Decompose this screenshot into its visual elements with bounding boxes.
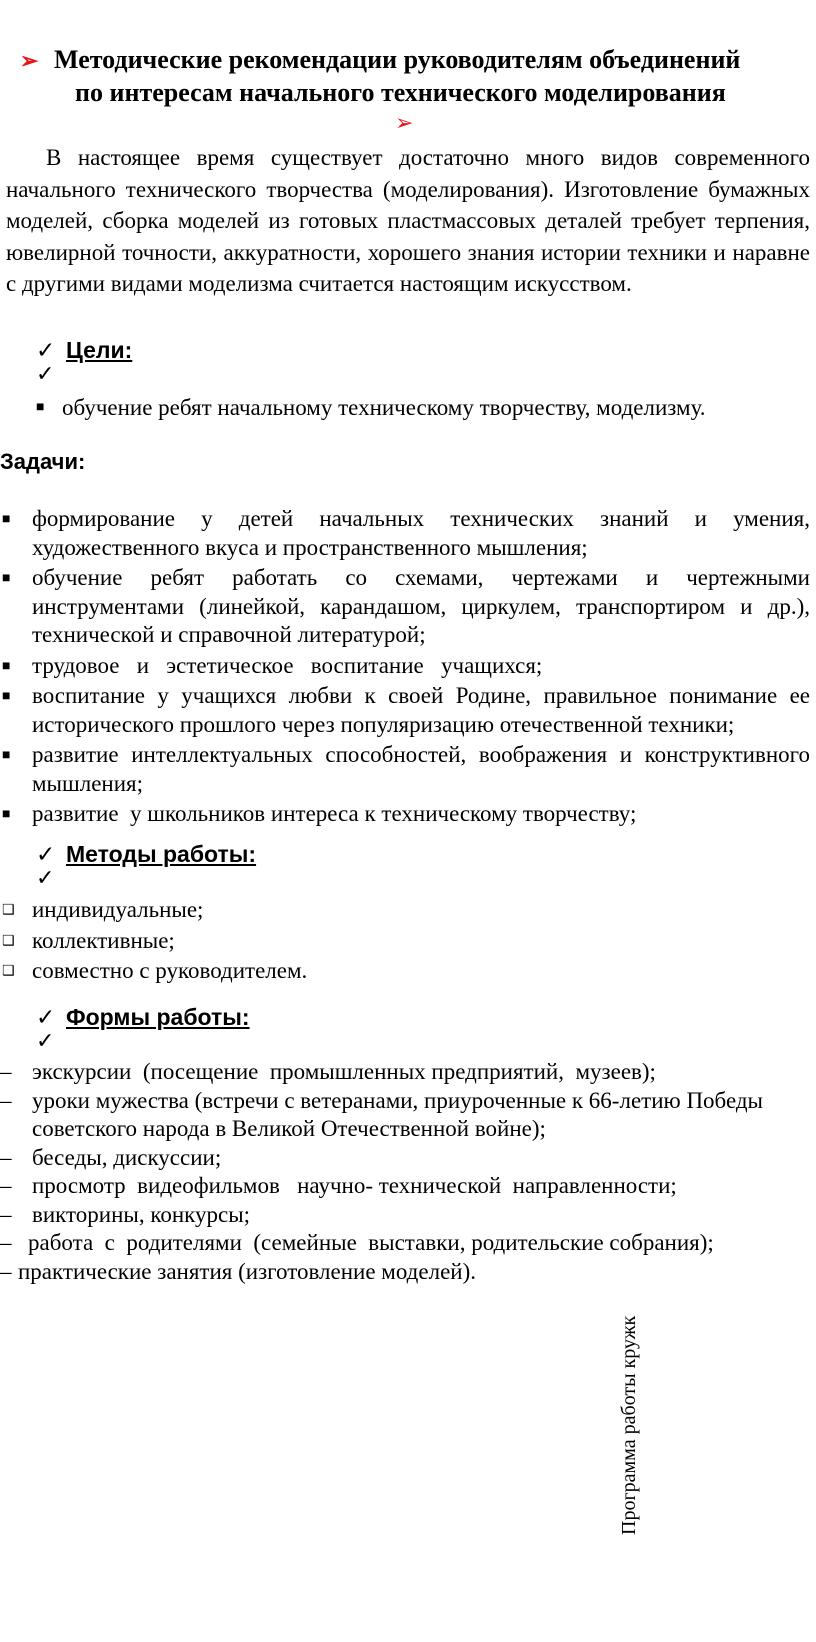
square-bullet-icon: ■ (2, 689, 11, 704)
task-text: обучение ребят работать со схемами, чертежами и чертежными инструментами (линейкой, карандашом, циркулем, транспортиром и др.), технической и справочной литературой; (32, 565, 810, 647)
checkmark-icon: ✓ (36, 1005, 56, 1031)
list-item (0, 1172, 810, 1201)
forms-list (0, 1058, 810, 1286)
forms-heading-text: Формы работы: (66, 1004, 250, 1030)
square-bullet-icon: ■ (2, 512, 11, 527)
tasks-list (0, 505, 810, 829)
square-bullet-icon: ■ (36, 400, 45, 415)
checkmark-icon: ✓ (36, 842, 56, 868)
square-bullet-icon: ■ (2, 571, 11, 586)
hollow-square-bullet-icon: ❑ (2, 963, 15, 979)
list-item (0, 564, 810, 650)
form-text: практические занятия (изготовление моделей). (18, 1258, 477, 1284)
list-item (0, 1144, 810, 1173)
dash-bullet-icon: – (0, 1144, 12, 1170)
task-text: развитие у школьников интереса к техническому творчеству; (32, 801, 637, 826)
hollow-square-bullet-icon: ❑ (2, 902, 15, 918)
document-title (20, 44, 810, 109)
square-bullet-icon: ■ (2, 748, 11, 763)
dash-bullet-icon: – (0, 1258, 12, 1284)
goal-text: обучение ребят начальному техническому творчеству, моделизму. (62, 395, 706, 420)
list-item (0, 505, 810, 562)
form-text: викторины, конкурсы; (32, 1201, 251, 1227)
list-item (0, 956, 307, 987)
hollow-square-bullet-icon: ❑ (2, 932, 15, 949)
method-text: совместно с руководителем. (32, 958, 308, 983)
tasks-heading: Задачи: (0, 449, 86, 474)
list-item (0, 926, 307, 957)
task-text: развитие интеллектуальных способностей, воображения и конструктивного мышления; (32, 742, 810, 796)
vertical-side-text (618, 1285, 646, 1535)
task-text: формирование у детей начальных технических знаний и умения, художественного вкуса и пространственного мышления; (32, 506, 810, 560)
list-item (0, 1258, 810, 1287)
checkmark-icon: ✓ (36, 866, 55, 891)
task-text: воспитание у учащихся любви к своей Родине, правильное понимание ее исторического прошлого через популяризацию отечественной техники; (32, 683, 810, 737)
list-item (0, 1058, 810, 1087)
list-item (0, 800, 810, 829)
goals-heading (36, 336, 132, 365)
methods-heading-text: Методы работы: (66, 841, 257, 867)
form-text: экскурсии (посещение промышленных предприятий, музеев); (32, 1059, 656, 1084)
list-item (0, 1229, 810, 1258)
method-text: индивидуальные; (32, 897, 204, 922)
red-arrow-bullet-icon: ➢ (20, 48, 39, 73)
list-item (0, 682, 810, 739)
list-item (0, 895, 307, 926)
title-line-2: по интересам начального технического моделирования (75, 78, 726, 107)
title-line-1: Методические рекомендации руководителям объединений (54, 45, 741, 74)
methods-list (0, 895, 307, 987)
method-text: коллективные; (32, 927, 175, 953)
forms-heading (36, 1003, 250, 1032)
dash-bullet-icon: – (0, 1173, 12, 1198)
form-text: уроки мужества (встречи с ветеранами, приуроченные к 66-летию Победы советского народа в Великой Отечественной войне); (32, 1087, 764, 1141)
list-item (0, 652, 810, 681)
methods-heading (36, 840, 256, 869)
square-bullet-icon: ■ (2, 658, 11, 674)
vertical-text-content: Программа работы кружк (618, 1315, 640, 1535)
dash-bullet-icon: – (0, 1230, 12, 1255)
task-text: трудовое и эстетическое воспитание учащихся; (32, 652, 543, 678)
dash-bullet-icon: – (0, 1087, 12, 1113)
checkmark-icon: ✓ (36, 1029, 55, 1054)
list-item (0, 741, 810, 798)
intro-paragraph: В настоящее время существует достаточно много видов современного начального технического творчества (моделирования). Изготовление бумажных моделей, сборка моделей из готовых пластмассовых деталей требует терпения, ювелирной точности, аккуратности, хорошего знания истории техники и наравне с другими видами моделизма считается настоящим искусством. (6, 145, 810, 296)
checkmark-icon: ✓ (36, 362, 55, 387)
list-item (0, 1087, 810, 1144)
checkmark-icon: ✓ (36, 338, 56, 364)
goals-heading-text: Цели: (66, 337, 133, 363)
form-text: беседы, дискуссии; (32, 1144, 222, 1170)
list-item (0, 1201, 810, 1230)
dash-bullet-icon: – (0, 1059, 12, 1084)
red-arrow-bullet-icon: ➢ (395, 110, 414, 135)
square-bullet-icon: ■ (2, 807, 11, 822)
dash-bullet-icon: – (0, 1201, 12, 1227)
form-text: просмотр видеофильмов научно- технической направленности; (32, 1173, 677, 1198)
form-text: работа с родителями (семейные выставки, родительские собрания); (28, 1230, 714, 1255)
list-item (36, 393, 706, 423)
